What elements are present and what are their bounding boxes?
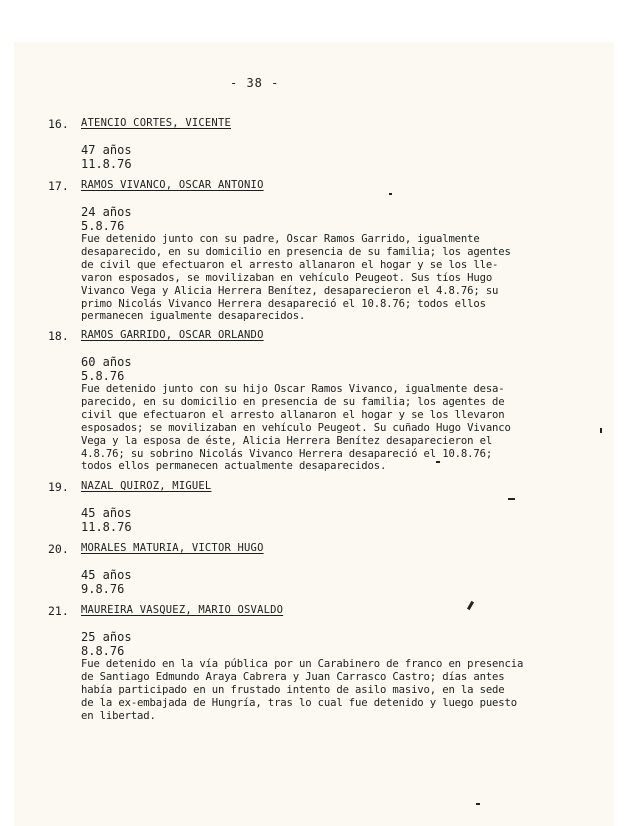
entry-number: 17. — [48, 179, 69, 193]
person-name: MAUREIRA VASQUEZ, MARIO OSVALDO — [81, 604, 284, 616]
page-number: - 38 - — [230, 76, 280, 90]
scan-speck — [600, 428, 602, 433]
person-age: 24 años — [81, 205, 132, 219]
entry-17 — [48, 179, 568, 323]
entry-number: 21. — [48, 604, 69, 618]
disappearance-date: 9.8.76 — [81, 582, 125, 596]
scan-speck — [436, 461, 440, 463]
person-name: RAMOS GARRIDO, OSCAR ORLANDO — [81, 329, 264, 341]
person-age: 47 años — [81, 143, 132, 157]
person-age: 60 años — [81, 355, 132, 369]
case-narrative: Fue detenido junto con su hijo Oscar Ramos Vivanco, igualmente desa- parecido, en su domicilio en presencia de su familia; los agentes de civil que efectuaron el arresto allanaron el hogar y se los llevaron esposados; se movilizaban en vehículo Peugeot. Su cuñado Hugo Vivanco Vega y la esposa de éste, Alicia Herrera Benítez desaparecieron el 4.8.76; su sobrino Nicolás Vivanco Herrera desapareció el 10.8.76; todos ellos permanecen actualmente desaparecidos. — [81, 383, 511, 473]
person-age: 25 años — [81, 630, 132, 644]
disappearance-date: 5.8.76 — [81, 219, 125, 233]
entry-number: 16. — [48, 117, 69, 131]
person-age: 45 años — [81, 506, 132, 520]
person-name: RAMOS VIVANCO, OSCAR ANTONIO — [81, 179, 264, 191]
person-name: NAZAL QUIROZ, MIGUEL — [81, 480, 212, 492]
disappearance-date: 8.8.76 — [81, 644, 125, 658]
entry-20 — [48, 542, 568, 596]
person-name: ATENCIO CORTES, VICENTE — [81, 117, 231, 129]
disappearance-date: 11.8.76 — [81, 157, 132, 171]
entry-number: 19. — [48, 480, 69, 494]
disappearance-date: 5.8.76 — [81, 369, 125, 383]
scan-speck — [389, 193, 392, 195]
entry-number: 20. — [48, 542, 69, 556]
entry-number: 18. — [48, 329, 69, 343]
entry-19 — [48, 480, 568, 534]
case-narrative: Fue detenido en la vía pública por un Carabinero de franco en presencia de Santiago Edmundo Araya Cabrera y Juan Carrasco Castro; días antes había participado en un frustado intento de asilo masivo, en la sede de la ex-embajada de Hungría, tras lo cual fue detenido y luego puesto en libertad. — [81, 658, 524, 722]
entry-18 — [48, 329, 568, 473]
scan-speck — [476, 803, 480, 805]
disappearance-date: 11.8.76 — [81, 520, 132, 534]
person-age: 45 años — [81, 568, 132, 582]
scan-speck — [508, 498, 515, 500]
person-name: MORALES MATURIA, VICTOR HUGO — [81, 542, 264, 554]
entry-16 — [48, 117, 568, 171]
case-narrative: Fue detenido junto con su padre, Oscar Ramos Garrido, igualmente desaparecido, en su domicilio en presencia de su familia; los agentes de civil que efectuaron el arresto allanaron el hogar y se los lle- varon esposados, se movilizaban en vehículo Peugeot. Sus tíos Hugo Vivanco Vega y Alicia Herrera Benítez, desaparecieron el 4.8.76; su primo Nicolás Vivanco Herrera desapareció el 10.8.76; todos ellos permanecen igualmente desaparecidos. — [81, 233, 511, 323]
entry-21 — [48, 604, 568, 723]
